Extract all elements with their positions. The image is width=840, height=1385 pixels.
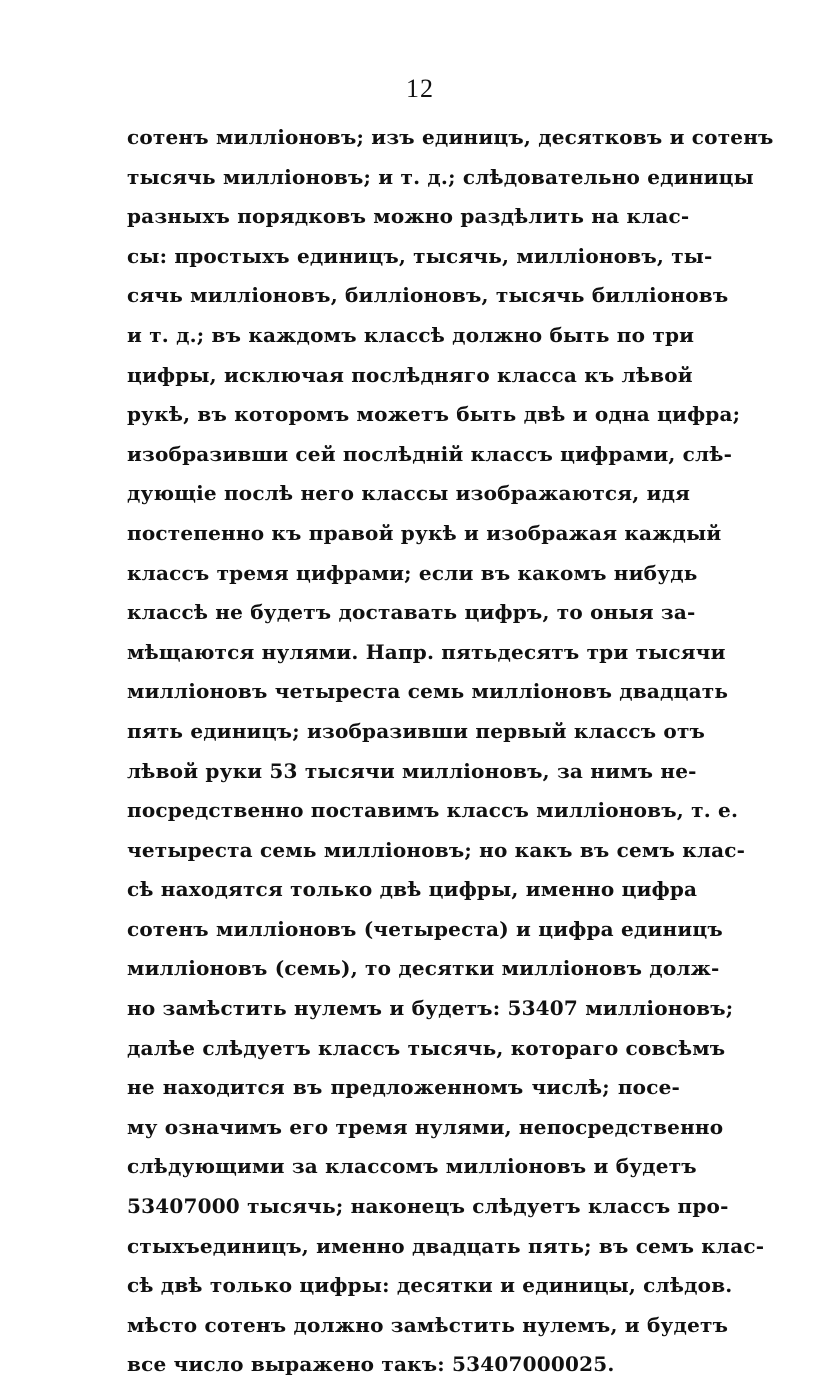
text-line: четыреста семь милліоновъ; но какъ въ семъ клас-	[127, 837, 746, 862]
text-line: тысячь милліоновъ; и т. д.; слѣдовательно единицы	[127, 164, 754, 189]
text-line: постепенно къ правой рукѣ и изображая каждый	[127, 520, 722, 545]
text-line: 53407000 тысячь; наконецъ слѣдуетъ классъ про-	[127, 1194, 729, 1219]
text-line: пять единицъ; изобразивши первый классъ отъ	[127, 718, 706, 743]
text-line: дующіе послѣ него классы изображаются, идя	[127, 481, 691, 506]
text-line: все число выражено такъ: 53407000025.	[127, 1352, 615, 1377]
text-line: посредственно поставимъ классъ милліоновъ, т. е.	[127, 798, 739, 823]
text-line: и т. д.; въ каждомъ классѣ должно быть по три	[127, 322, 695, 347]
text-line: сотенъ милліоновъ (четыреста) и цифра единицъ	[127, 916, 723, 941]
text-line: милліоновъ четыреста семь милліоновъ двадцать	[127, 679, 729, 704]
text-line: изобразивши сей послѣдній классъ цифрами, слѣ-	[127, 441, 733, 466]
text-line: лѣвой руки 53 тысячи милліоновъ, за нимъ не-	[127, 758, 697, 783]
text-line: сѣ находятся только двѣ цифры, именно цифра	[127, 877, 698, 902]
text-line: му означимъ его тремя нулями, непосредственно	[127, 1114, 724, 1139]
page-number: 12	[406, 74, 434, 103]
text-line: сячь милліоновъ, билліоновъ, тысячь билліоновъ	[127, 283, 729, 308]
text-line: мѣщаются нулями. Напр. пятьдесятъ три тысячи	[127, 639, 726, 664]
text-line: сѣ двѣ только цифры: десятки и единицы, слѣдов.	[127, 1273, 733, 1298]
text-line: не находится въ предложенномъ числѣ; посе-	[127, 1075, 680, 1100]
text-line: слѣдующими за классомъ милліоновъ и будетъ	[127, 1154, 697, 1179]
text-line: стыхъединицъ, именно двадцать пять; въ семъ клас-	[127, 1233, 765, 1258]
text-line: разныхъ порядковъ можно раздѣлить на клас-	[127, 204, 690, 229]
text-line: но замѣстить нулемъ и будетъ: 53407 милліоновъ;	[127, 996, 734, 1021]
text-line: далѣе слѣдуетъ классъ тысячь, котораго совсѣмъ	[127, 1035, 726, 1060]
body-text	[127, 118, 774, 1385]
text-line: классѣ не будетъ доставать цифръ, то оныя за-	[127, 600, 696, 625]
text-line: цифры, исключая послѣдняго класса къ лѣвой	[127, 362, 693, 387]
text-line: милліоновъ (семь), то десятки милліоновъ долж-	[127, 956, 720, 981]
text-line: сотенъ милліоновъ; изъ единицъ, десятковъ и сотенъ	[127, 125, 774, 149]
text-line: сы: простыхъ единицъ, тысячь, милліоновъ, ты-	[127, 243, 713, 268]
text-line: рукѣ, въ которомъ можетъ быть двѣ и одна цифра;	[127, 402, 741, 427]
text-line: классъ тремя цифрами; если въ какомъ нибудь	[127, 560, 698, 585]
text-line: мѣсто сотенъ должно замѣстить нулемъ, и будетъ	[127, 1312, 729, 1337]
